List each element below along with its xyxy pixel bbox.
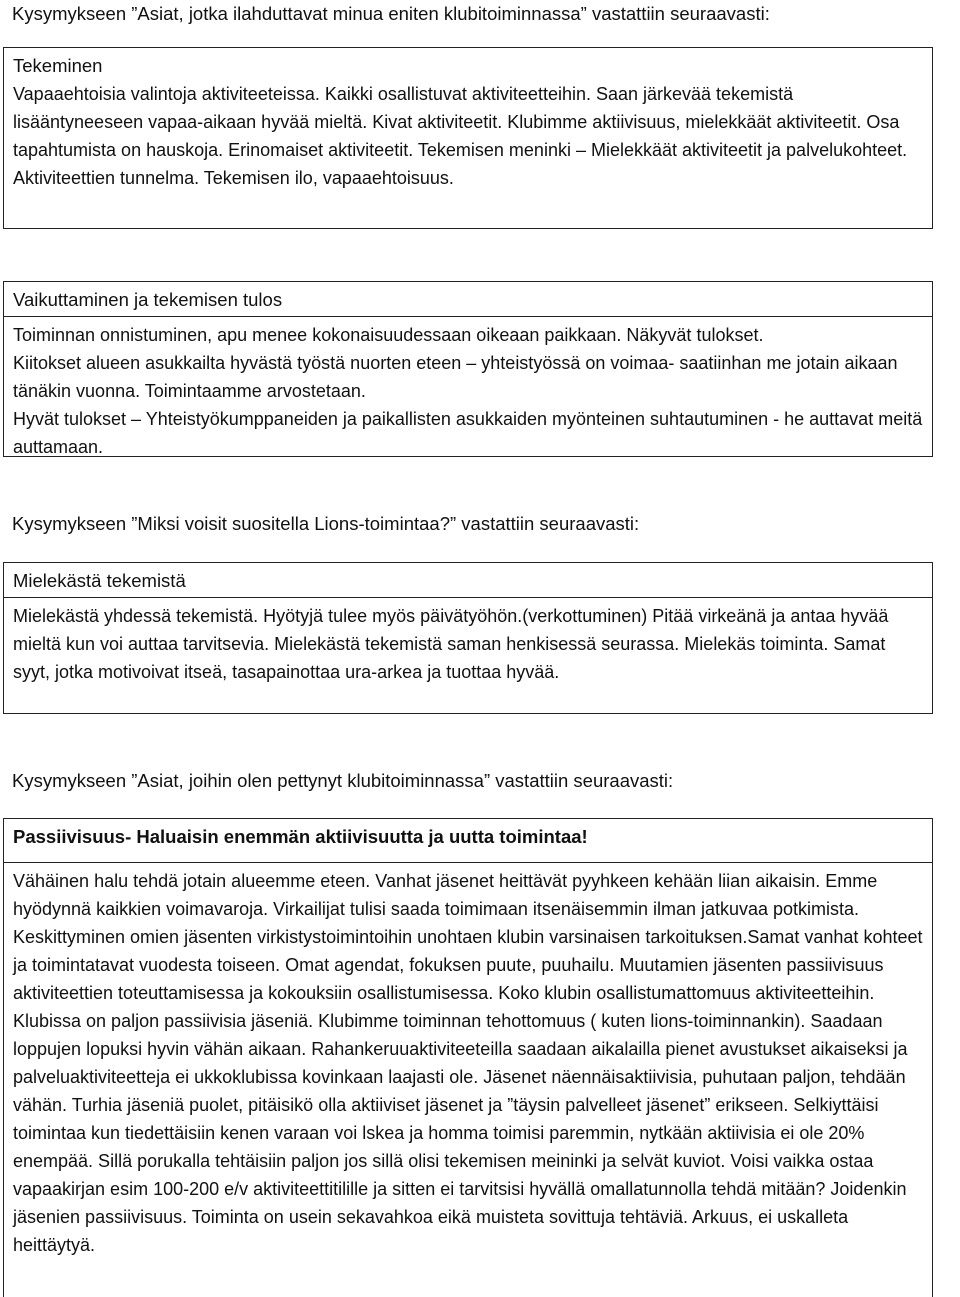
box-text-tekeminen: Vapaaehtoisia valintoja aktiviteeteissa. Kaikki osallistuvat aktiviteetteihin. Saan järkevää tekemistä lisääntyneeseen vapaa-aikaan hyvää mieltä. Kivat aktiviteetit. Klubimme aktiivisuus, mielekkäät aktiviteetit. Osa tapahtumista on hauskoja. Erinomaiset aktiviteetit. Tekemisen meninki – Mielekkäät aktiviteetit ja palvelukohteet. Aktiviteettien tunnelma. Tekemisen ilo, vapaaehtoisuus.	[13, 84, 908, 188]
box-title-tekeminen: Tekeminen	[13, 55, 103, 76]
question-1: Kysymykseen ”Asiat, jotka ilahduttavat minua eniten klubitoiminnassa” vastattiin seuraavasti:	[12, 3, 770, 24]
box-text-passiivisuus: Vähäinen halu tehdä jotain alueemme eteen. Vanhat jäsenet heittävät pyyhkeen kehään liian aikaisin. Emme hyödynnä kaikkien voimavaroja. Virkailijat tulisi saada toimimaan itsenäisemmin ilman jatkuvaa potkimista. Keskittyminen omien jäsenten virkistystoimintoihin unohtaen klubin varsinaisen tarkoituksen.Samat vanhat kohteet ja toimintatavat vuodesta toiseen. Omat agendat, fokuksen puute, puuhailu. Muutamien jäsenten passiivisuus aktiviteettien toteuttamisessa ja kokouksiin osallistumisessa. Koko klubin osallistumattomuus aktiviteetteihin. Klubissa on paljon passiivisia jäseniä. Klubimme toiminnan tehottomuus ( kuten lions-toiminnankin). Saadaan loppujen lopuksi hyvin vähän aikaan. Rahankeruuaktiviteeteilla saadaan aikalailla pienet avustukset aikaiseksi ja palveluaktiviteetteja ei ukkoklubissa kovinkaan laajasti ole. Jäsenet näennäisaktiivisia, puhutaan paljon, tehdään vähän. Turhia jäseniä puolet, pitäisikö olla aktiiviset jäsenet ja ”täysin palvelleet jäsenet” erikseen. Selkiyttäisi toimintaa kun tiedettäisiin kenen varaan voi lskea ja homma toimisi paremmin, nytkään aktiivisia ei ole 20% enempää. Sillä porukalla tehtäisiin paljon jos sillä olisi tekemisen meininki ja selvät kuviot. Voisi vaikka ostaa vapaakirjan esim 100-200 e/v aktiviteettitilille ja sitten ei tarvitsisi hyvällä omallatunnolla tehdä mitään? Joidenkin jäsenien passiivisuus. Toiminta on usein sekavahkoa eikä muisteta sovittuja tehtäviä. Arkuus, ei uskalleta heittäytyä.	[13, 871, 923, 1255]
question-3: Kysymykseen ”Asiat, joihin olen pettynyt klubitoiminnassa” vastattiin seuraavasti:	[12, 770, 674, 791]
answer-box-passiivisuus	[3, 818, 933, 1297]
answer-box-mielekasta	[3, 562, 933, 714]
paragraph: Toiminnan onnistuminen, apu menee kokonaisuudessaan oikeaan paikkaan. Näkyvät tulokset.	[13, 325, 764, 345]
box-text-mielekasta: Mielekästä yhdessä tekemistä. Hyötyjä tulee myös päivätyöhön.(verkottuminen) Pitää virkeänä ja antaa hyvää mieltä kun voi auttaa tarvitsevia. Mielekästä tekemistä saman henkisessä seurassa. Mielekäs toiminta. Samat syyt, jotka motivoivat itseä, tasapainottaa ura-arkea ja tuottaa hyvää.	[13, 606, 889, 682]
box-title-mielekasta: Mielekästä tekemistä	[13, 570, 186, 591]
answer-box-tekeminen	[3, 47, 933, 229]
question-2: Kysymykseen ”Miksi voisit suositella Lions-toimintaa?” vastattiin seuraavasti:	[12, 513, 640, 534]
answer-box-vaikuttaminen	[3, 281, 933, 457]
paragraph: Kiitokset alueen asukkailta hyvästä työstä nuorten eteen – yhteistyössä on voimaa- saatiinhan me jotain aikaan tänäkin vuonna. Toimintaamme arvostetaan.	[13, 353, 898, 401]
box-title-passiivisuus: Passiivisuus- Haluaisin enemmän aktiivisuutta ja uutta toimintaa!	[13, 826, 588, 847]
box-divider	[4, 597, 932, 598]
box-divider	[4, 862, 932, 863]
paragraph: Hyvät tulokset – Yhteistyökumppaneiden ja paikallisten asukkaiden myönteinen suhtautuminen - he auttavat meitä auttamaan.	[13, 409, 923, 457]
box-divider	[4, 316, 932, 317]
box-title-vaikuttaminen: Vaikuttaminen ja tekemisen tulos	[13, 289, 283, 310]
box-text-vaikuttaminen	[13, 321, 924, 461]
